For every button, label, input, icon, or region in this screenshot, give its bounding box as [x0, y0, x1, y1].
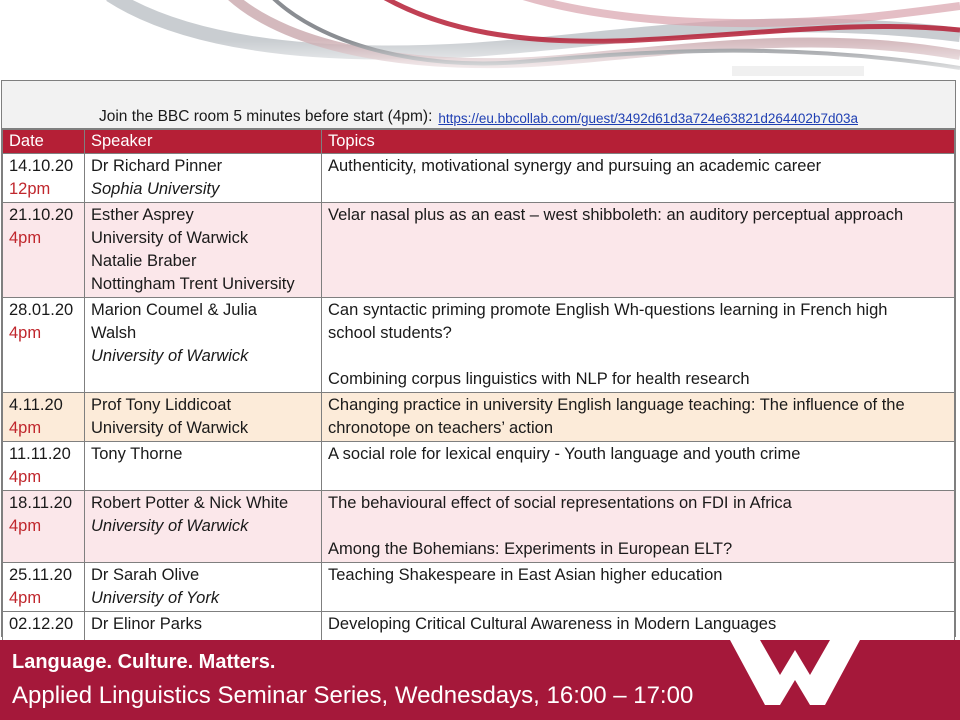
warwick-logo-icon — [730, 640, 860, 710]
date-cell — [3, 491, 85, 563]
table-row — [3, 491, 955, 563]
speaker-affiliation: University of York — [91, 589, 220, 607]
speaker-cell — [85, 442, 322, 491]
decorative-patch — [732, 66, 864, 76]
footer-series-title: Applied Linguistics Seminar Series, Wednesdays, 16:00 – 17:00 — [12, 682, 694, 709]
header-speaker: Speaker — [85, 130, 322, 154]
date-cell — [3, 298, 85, 393]
topic-title: A social role for lexical enquiry - Youth language and youth crime — [328, 445, 801, 463]
topic-title: Combining corpus linguistics with NLP for health research — [328, 370, 750, 388]
date-value: 14.10.20 — [9, 157, 74, 175]
table-row — [3, 563, 955, 612]
time-value: 4pm — [9, 229, 42, 247]
date-value: 11.11.20 — [9, 445, 71, 463]
speaker-affiliation: Sophia University — [91, 180, 220, 198]
speaker-name: Esther Asprey — [91, 206, 194, 224]
speaker-cell — [85, 491, 322, 563]
topic-spacer — [328, 515, 948, 538]
speaker-cell — [85, 298, 322, 393]
time-value: 4pm — [9, 468, 42, 486]
topic-cell — [322, 393, 955, 442]
speaker-cell — [85, 393, 322, 442]
topic-title: Changing practice in university English language teaching: The influence of the — [328, 396, 905, 414]
speaker-affiliation: University of Warwick — [91, 229, 249, 247]
topic-title: chronotope on teachers’ action — [328, 419, 554, 437]
speaker-name: Marion Coumel & Julia — [91, 301, 257, 319]
footer-tagline: Language. Culture. Matters. — [12, 651, 276, 673]
header-date: Date — [3, 130, 85, 154]
date-value: 18.11.20 — [9, 494, 73, 512]
speaker-name: Prof Tony Liddicoat — [91, 396, 232, 414]
time-value: 12pm — [9, 180, 51, 198]
schedule-sheet — [1, 80, 956, 637]
speaker-name: Walsh — [91, 324, 137, 342]
topic-cell — [322, 203, 955, 298]
header-topics: Topics — [322, 130, 955, 154]
speaker-affiliation: University of Warwick — [91, 347, 249, 365]
topic-cell — [322, 491, 955, 563]
topic-spacer — [328, 345, 948, 368]
topic-title: Authenticity, motivational synergy and pursuing an academic career — [328, 157, 822, 175]
time-value: 4pm — [9, 589, 42, 607]
table-row — [3, 298, 955, 393]
table-row — [3, 442, 955, 491]
table-header-row — [3, 130, 955, 154]
join-link[interactable]: https://eu.bbcollab.com/guest/3492d61d3a724e63821d264402b7d03a — [438, 111, 858, 126]
topic-title: Velar nasal plus as an east – west shibboleth: an auditory perceptual approach — [328, 206, 904, 224]
topic-cell — [322, 298, 955, 393]
topic-cell — [322, 442, 955, 491]
time-value: 4pm — [9, 419, 42, 437]
topic-title: The behavioural effect of social representations on FDI in Africa — [328, 494, 792, 512]
topic-title: Among the Bohemians: Experiments in European ELT? — [328, 540, 733, 558]
date-value: 02.12.20 — [9, 615, 74, 633]
date-cell — [3, 442, 85, 491]
seminar-table — [2, 129, 955, 661]
topic-title: Developing Critical Cultural Awareness in Modern Languages — [328, 615, 777, 633]
speaker-name: Tony Thorne — [91, 445, 183, 463]
speaker-name: Robert Potter & Nick White — [91, 494, 289, 512]
date-value: 4.11.20 — [9, 396, 63, 414]
table-row — [3, 203, 955, 298]
speaker-name: Dr Richard Pinner — [91, 157, 223, 175]
speaker-cell — [85, 563, 322, 612]
speaker-name: Natalie Braber — [91, 252, 197, 270]
time-value: 4pm — [9, 324, 42, 342]
topic-title: Teaching Shakespeare in East Asian higher education — [328, 566, 723, 584]
table-row — [3, 154, 955, 203]
date-cell — [3, 393, 85, 442]
speaker-cell — [85, 203, 322, 298]
date-cell — [3, 563, 85, 612]
topic-title: school students? — [328, 324, 452, 342]
topic-title: Can syntactic priming promote English Wh-questions learning in French high — [328, 301, 888, 319]
date-value: 21.10.20 — [9, 206, 74, 224]
time-value: 4pm — [9, 517, 42, 535]
speaker-affiliation: University of Warwick — [91, 419, 249, 437]
topic-cell — [322, 563, 955, 612]
date-cell — [3, 154, 85, 203]
speaker-affiliation: University of Warwick — [91, 517, 249, 535]
speaker-cell — [85, 154, 322, 203]
join-notice — [2, 81, 955, 129]
date-value: 28.01.20 — [9, 301, 74, 319]
date-value: 25.11.20 — [9, 566, 73, 584]
speaker-affiliation: Nottingham Trent University — [91, 275, 295, 293]
date-cell — [3, 203, 85, 298]
join-notice-text: Join the BBC room 5 minutes before start (4pm): — [98, 108, 433, 125]
topic-cell — [322, 154, 955, 203]
speaker-name: Dr Elinor Parks — [91, 615, 202, 633]
table-row — [3, 393, 955, 442]
speaker-name: Dr Sarah Olive — [91, 566, 200, 584]
